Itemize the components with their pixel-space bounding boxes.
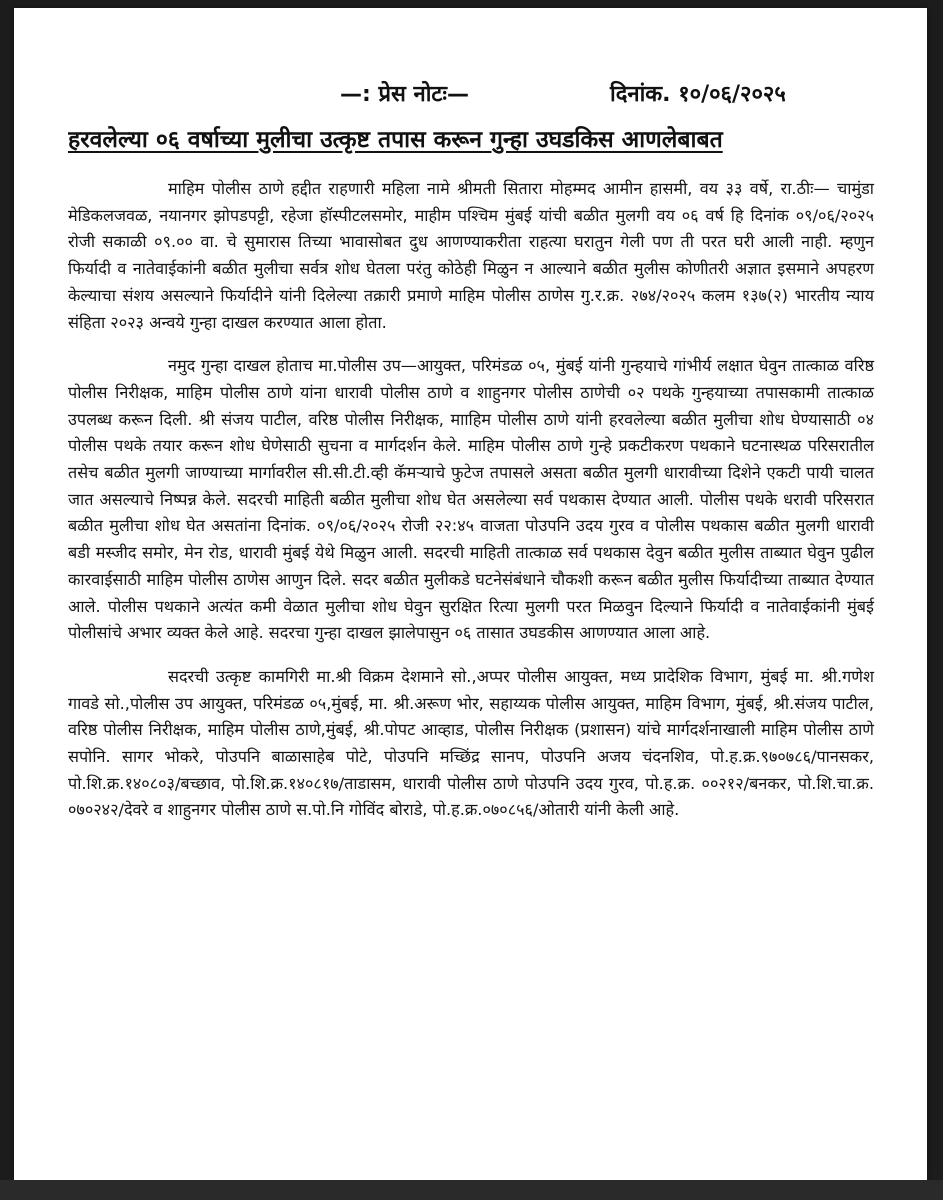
press-note-heading: —: प्रेस नोटः— [340,82,469,107]
paragraph-incident: माहिम पोलीस ठाणे हद्दीत राहणारी महिला नामे श्रीमती सितारा मोहम्मद आमीन हासमी, वय ३३ वर्षे, रा.ठीः— चामुंडा मेडिकलजवळ, नयानगर झोपडपट्टी, रहेजा हॉस्पीटलसमोर, माहीम पश्चिम मुंबई यांची बळीत मुलगी वय ०६ वर्ष हि दिनांक ०९/०६/२०२५ रोजी सकाळी ०९.०० वा. चे सुमारास तिच्या भावासोबत दुध आणण्याकरीता राहत्या घरातुन गेली पण ती परत घरी आली नाही. म्हणुन फिर्यादी व नातेवाईकांनी बळीत मुलीचा सर्वत्र शोध घेतला परंतु कोठेही मिळुन न आल्याने बळीत मुलीस कोणीतरी अज्ञात इसमाने अपहरण केल्याचा संशय असल्याने फिर्यादीने यांनी दिलेल्या तक्रारी प्रमाणे माहिम पोलीस ठाणेस गु.र.क्र. २७४/२०२५ कलम १३७(२) भारतीय न्याय संहिता २०२३ अन्वये गुन्हा दाखल करण्यात आला होता. [68,179,874,332]
paragraph-credits: सदरची उत्कृष्ट कामगिरी मा.श्री विक्रम देशमाने सो.,अप्पर पोलीस आयुक्त, मध्य प्रादेशिक विभाग, मुंबई मा. श्री.गणेश गावडे सो.,पोलीस उप आयुक्त, परिमंडळ ०५,मुंबई, मा. श्री.अरूण भोर, सहाय्यक पोलीस आयुक्त, माहिम विभाग, मुंबई, श्री.संजय पाटील, वरिष्ठ पोलीस निरीक्षक, माहिम पोलीस ठाणे,मुंबई, श्री.पोपट आव्हाड, पोलीस निरीक्षक (प्रशासन) यांचे मार्गदर्शनाखाली माहिम पोलीस ठाणे सपोनि. सागर भोकरे, पोउपनि बाळासाहेब पोटे, पोउपनि मच्छिंद्र सानप, पोउपनि अजय चंदनशिव, पो.ह.क्र.९७०७८६/पानसकर, पो.शि.क्र.१४०८०३/बच्छाव, पो.शि.क्र.१४०८१७/ताडासम, धारावी पोलीस ठाणे पोउपनि उदय गुरव, पो.ह.क्र. ००२१२/बनकर, पो.शि.चा.क्र. ०७०२४२/देवरे व शाहुनगर पोलीस ठाणे स.पो.नि गोविंद बोराडे, पो.ह.क्र.०७०८५६/ओतारी यांनी केली आहे. [68,666,874,820]
paragraph-investigation: नमुद गुन्हा दाखल होताच मा.पोलीस उप—आयुक्त, परिमंडळ ०५, मुंबई यांनी गुन्हयाचे गांभीर्य लक्षात घेवुन तात्काळ वरिष्ठ पोलीस निरीक्षक, माहिम पोलीस ठाणे यांना धारावी पोलीस ठाणे व शाहुनगर पोलीस ठाणेची ०२ पथके गुन्हयाच्या तपासकामी तात्काळ उपलब्ध करून दिली. श्री संजय पाटील, वरिष्ठ पोलीस निरीक्षक, मााहिम पोलीस ठाणे यांनी हरवलेल्या बळीत मुलीचा शोध घेण्यासाठी ०४ पोलीस पथके तयार करून शोध घेणेसाठी सुचना व मार्गदर्शन केले. माहिम पोलीस ठाणे गुन्हे प्रकटीकरण पथकाने घटनास्थळ परिसरातील तसेच बळीत मुलगी जाण्याच्या मार्गावरील सी.सी.टी.व्ही कॅमऱ्याचे फुटेज तपासले असता बळीत मुलगी धारावीच्या दिशेने एकटी पायी चालत जात असल्याचे निष्पन्न केले. सदरची माहिती बळीत मुलीचा शोध घेत असलेल्या सर्व पथकास देण्यात आली. पोलीस पथके धरावी परिसरात बळीत मुलीचा शोध घेत असतांना दिनांक. ०९/०६/२०२५ रोजी २२:४५ वाजता पोउपनि उदय गुरव व पोलीस पथकास बळीत मुलगी धारावी बडी मस्जीद समोर, मेन रोड, धारावी मुंबई येथे मिळुन आली. सदरची माहिती तात्काळ सर्व पथकास देवुन बळीत मुलीस ताब्यात घेवुन पुढील कारवाईसाठी माहिम पोलीस ठाणेस आणुन दिले. सदर बळीत मुलीकडे घटनेसंबंधाने चौकशी करून बळीत मुलीस फिर्यादीच्या ताब्यात देण्यात आले. पोलीस पथकाने अत्यंत कमी वेळात मुलीचा शोध घेवुन सुरक्षित रित्या मुलगी परत मिळवुन दिल्याने फिर्यादी व नातेवाईकांनी मुंबई पोलीसांचे अभार व्यक्त केले आहे. सदरचा गुन्हा दाखल झालेपासुन ०६ तासात उघडकीस आणण्यात आला आहे. [68,356,874,643]
document-subject: हरवलेल्या ०६ वर्षाच्या मुलीचा उत्कृष्ट तपास करून गुन्हा उघडकिस आणलेबाबत [68,127,723,153]
document-body [68,176,874,841]
press-note-page [14,8,927,1180]
screenshot-bottom-strip [0,1180,943,1200]
document-date: दिनांक. १०/०६/२०२५ [610,82,786,107]
document-header [14,78,927,112]
